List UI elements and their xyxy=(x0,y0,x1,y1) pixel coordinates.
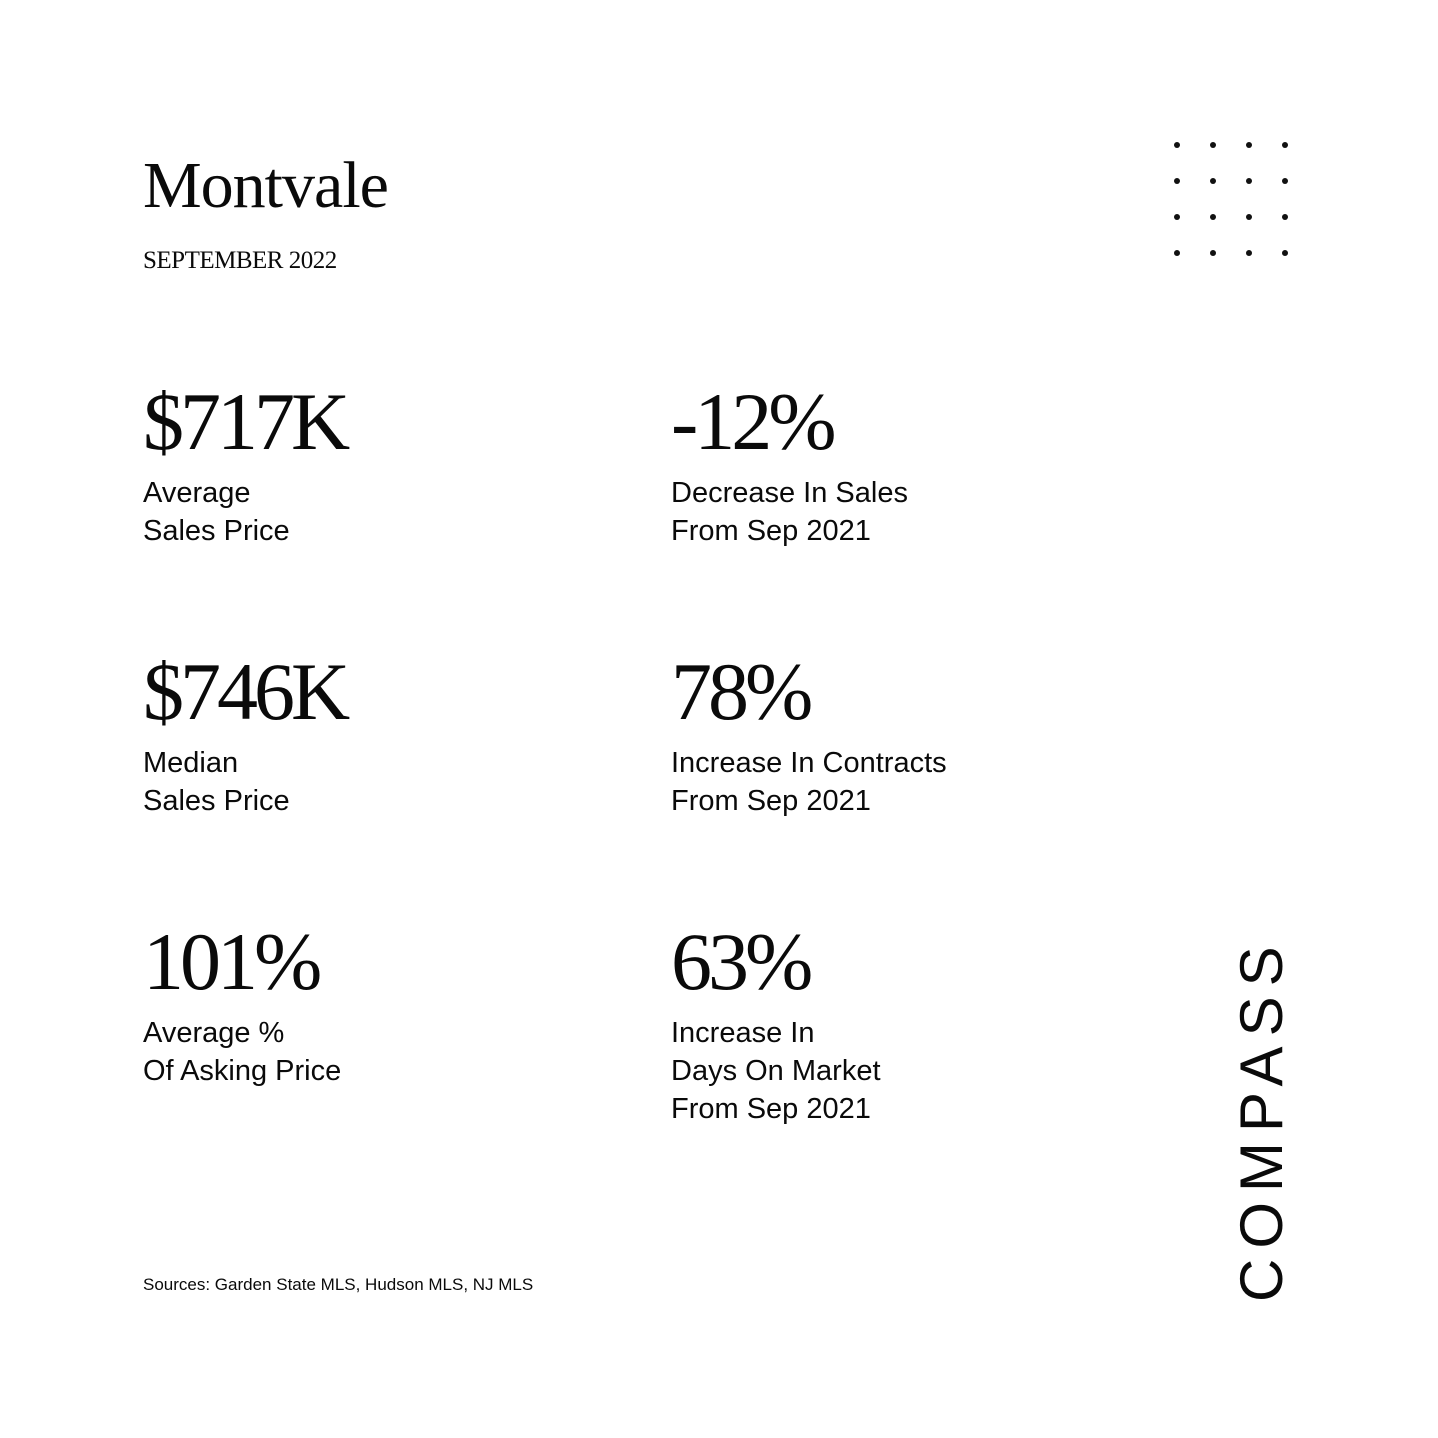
stat-label-line: Sales Price xyxy=(143,785,290,817)
dot xyxy=(1210,178,1216,184)
stat-label-line: Increase In xyxy=(671,1017,815,1049)
sources-note: Sources: Garden State MLS, Hudson MLS, NJ MLS xyxy=(143,1275,534,1294)
dot xyxy=(1282,142,1288,148)
stat-label-line: From Sep 2021 xyxy=(671,515,871,547)
dot xyxy=(1210,214,1216,220)
dot xyxy=(1174,250,1180,256)
stat-label-line: Days On Market xyxy=(671,1055,881,1087)
dot xyxy=(1210,142,1216,148)
compass-logo xyxy=(1227,936,1297,1302)
stat-label xyxy=(671,1014,881,1128)
stat-label-line: Average xyxy=(143,477,251,509)
dot xyxy=(1282,178,1288,184)
dot xyxy=(1282,214,1288,220)
stat-label xyxy=(671,744,947,820)
dot xyxy=(1174,214,1180,220)
stat-value: $717K xyxy=(143,376,347,467)
stat-percent-of-asking xyxy=(143,916,342,1090)
stat-label-line: Median xyxy=(143,747,239,779)
stat-label-line: Sales Price xyxy=(143,515,290,547)
stat-average-sales-price xyxy=(143,376,347,550)
logo-text: COMPASS xyxy=(1228,936,1295,1302)
stat-label-line: Average % xyxy=(143,1017,285,1049)
stat-label-line: Decrease In Sales xyxy=(671,477,908,509)
dot xyxy=(1282,250,1288,256)
stat-label-line: Of Asking Price xyxy=(143,1055,342,1087)
stat-label xyxy=(671,474,908,550)
stat-value: 63% xyxy=(671,916,810,1007)
stat-label-line: Increase In Contracts xyxy=(671,747,947,779)
report-period: SEPTEMBER 2022 xyxy=(143,247,337,274)
stat-value: $746K xyxy=(143,646,347,737)
dot xyxy=(1246,142,1252,148)
stat-label xyxy=(143,474,346,550)
dot xyxy=(1174,142,1180,148)
stat-contracts-change xyxy=(671,646,947,820)
stat-value: 101% xyxy=(143,916,319,1007)
stat-days-on-market-change xyxy=(671,916,881,1128)
stat-sales-change xyxy=(671,376,908,550)
dot xyxy=(1246,250,1252,256)
stat-value: -12% xyxy=(671,376,833,467)
stat-label-line: From Sep 2021 xyxy=(671,785,871,817)
stat-value: 78% xyxy=(671,646,810,737)
dot xyxy=(1210,250,1216,256)
dot xyxy=(1174,178,1180,184)
stat-median-sales-price xyxy=(143,646,347,820)
stat-label xyxy=(143,1014,341,1090)
dot xyxy=(1246,214,1252,220)
stat-label-line: From Sep 2021 xyxy=(671,1093,871,1125)
page-title: Montvale xyxy=(143,149,388,222)
dot xyxy=(1246,178,1252,184)
stat-label xyxy=(143,744,346,820)
dot-grid-icon xyxy=(1174,142,1300,268)
